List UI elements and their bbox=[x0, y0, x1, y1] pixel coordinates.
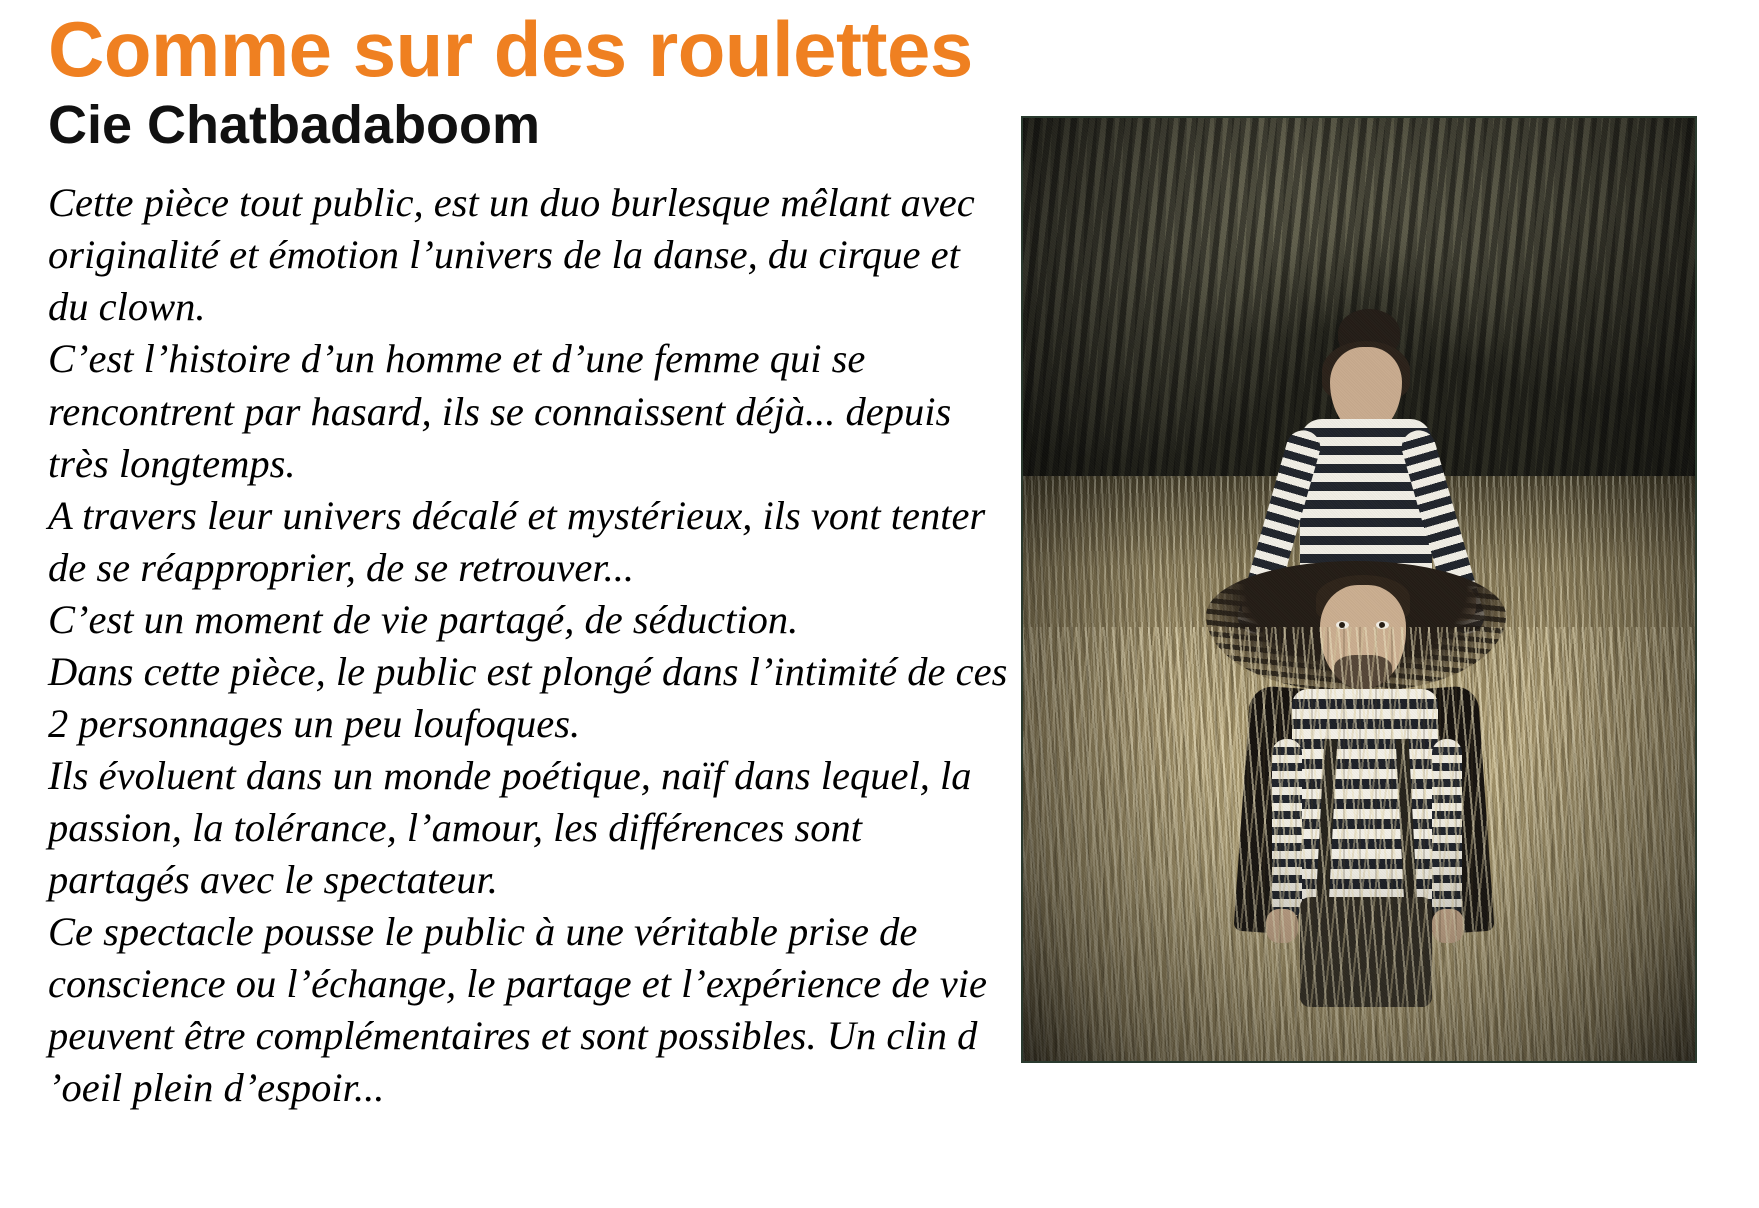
paragraph: Cette pièce tout public, est un duo burlesque mêlant avec originalité et émotion l’univers de la danse, du cirque et du clown. bbox=[48, 180, 975, 330]
man-left-eye bbox=[1336, 621, 1349, 629]
paragraph: A travers leur univers décalé et mystérieux, ils vont tenter de se réapproprier, de se retrouver... bbox=[48, 492, 986, 590]
man-beard bbox=[1334, 655, 1392, 689]
performance-photo bbox=[1023, 118, 1695, 1061]
man-striped-top bbox=[1292, 689, 1438, 909]
paragraph: C’est l’histoire d’un homme et d’une femme qui se rencontrent par hasard, ils se connaissent déjà... depuis très longtemps. bbox=[48, 336, 952, 486]
performers-figure-group bbox=[1144, 269, 1574, 969]
text-column bbox=[48, 0, 1048, 1114]
man-right-eye bbox=[1376, 621, 1389, 629]
man-left-arm bbox=[1272, 739, 1302, 919]
company-name: Cie Chatbadaboom bbox=[48, 95, 541, 155]
paragraph: Dans cette pièce, le public est plongé dans l’intimité de ces 2 personnages un peu loufoques. bbox=[48, 648, 1008, 746]
photo-inner bbox=[1023, 118, 1695, 1061]
man-left-hand bbox=[1266, 909, 1298, 943]
man-right-arm bbox=[1432, 739, 1462, 919]
man-trousers bbox=[1300, 897, 1432, 1007]
description-text bbox=[48, 155, 1008, 1114]
man-right-hand bbox=[1432, 909, 1464, 943]
paragraph: Ils évoluent dans un monde poétique, naïf dans lequel, la passion, la tolérance, l’amour, les différences sont partagés avec le spectateur. bbox=[48, 752, 972, 902]
paragraph: Ce spectacle pousse le public à une véritable prise de conscience ou l’échange, le partage et l’expérience de vie peuvent être complémentaires et sont possibles. Un clin d ’oeil plein d’espoir... bbox=[48, 908, 987, 1110]
paragraph: C’est un moment de vie partagé, de séduction. bbox=[48, 596, 799, 642]
page-title: Comme sur des roulettes bbox=[48, 5, 973, 93]
